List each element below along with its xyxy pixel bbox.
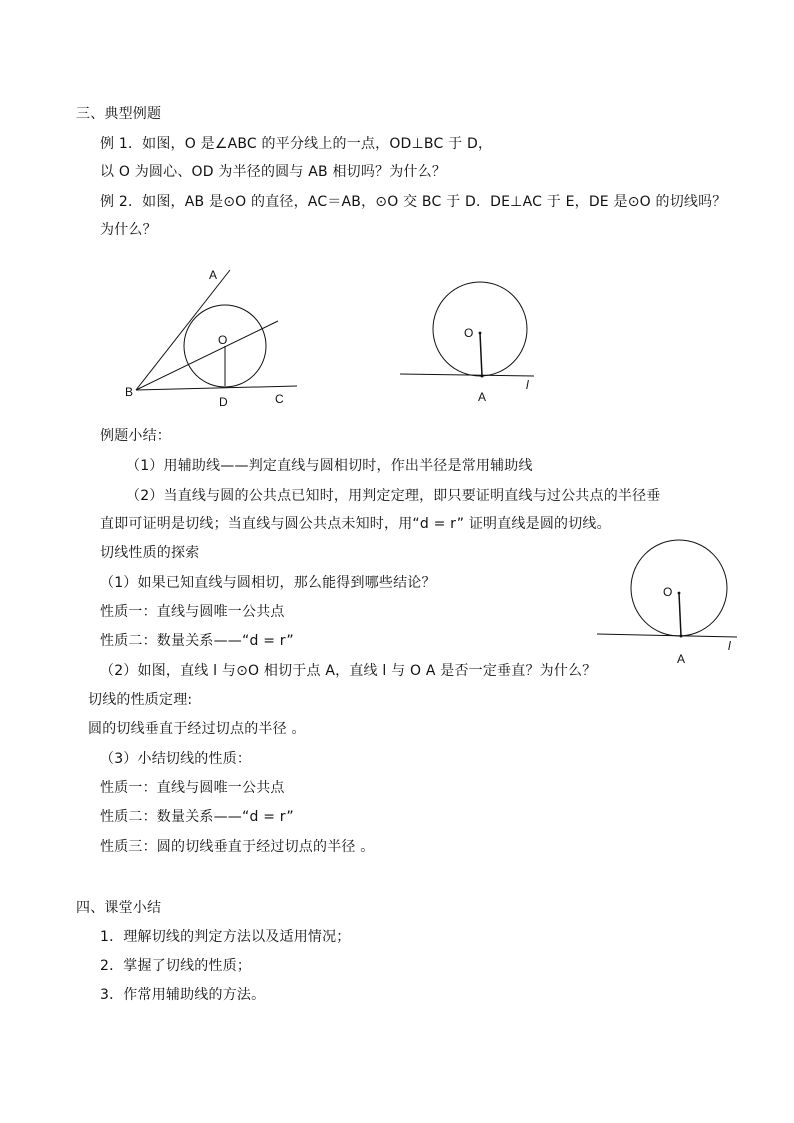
summary-item2-line2: 直即可证明是切线；当直线与圆公共点未知时，用“d = r” 证明直线是圆的切线。 xyxy=(100,516,611,532)
section4-item3: 3．作常用辅助线的方法。 xyxy=(100,987,266,1003)
summary-title: 例题小结： xyxy=(100,428,171,444)
example2-line1: 例 2．如图，AB 是⊙O 的直径，AC＝AB，⊙O 交 BC 于 D．DE⊥AC 于 E，DE 是⊙O 的切线吗？ xyxy=(100,194,727,210)
section3-heading: 三、典型例题 xyxy=(76,106,162,122)
ray-BA xyxy=(136,270,230,390)
example1-line1: 例 1．如图，O 是∠ABC 的平分线上的一点，OD⊥BC 于 D， xyxy=(100,136,493,152)
center-dot xyxy=(479,332,482,335)
label-O: O xyxy=(663,585,673,599)
property-3: 性质三：圆的切线垂直于经过切点的半径 。 xyxy=(100,839,375,855)
figure-tangent-1 xyxy=(398,280,548,410)
point-A-dot xyxy=(680,635,683,638)
example1-line2: 以 O 为圆心、OD 为半径的圆与 AB 相切吗？为什么？ xyxy=(100,164,447,180)
example2-line2: 为什么？ xyxy=(100,222,157,238)
label-O: O xyxy=(464,326,474,340)
figure-angle-bisector xyxy=(120,262,320,412)
radius-OA xyxy=(480,333,482,376)
label-C: C xyxy=(275,392,284,406)
explore-q3: （3）小结切线的性质： xyxy=(100,751,252,767)
theorem-text: 圆的切线垂直于经过切点的半径 。 xyxy=(88,721,306,737)
theorem-title: 切线的性质定理: xyxy=(88,692,193,708)
section4-item1: 1．理解切线的判定方法以及适用情况； xyxy=(100,929,351,945)
section4-heading: 四、课堂小结 xyxy=(76,900,162,916)
figure-tangent-2 xyxy=(595,540,755,670)
property-1: 性质一：直线与圆唯一公共点 xyxy=(100,780,285,796)
section4-item2: 2．掌握了切线的性质； xyxy=(100,958,252,974)
center-dot xyxy=(678,592,681,595)
summary-item2-line1: （2）当直线与圆的公共点已知时，用判定定理，即只要证明直线与过公共点的半径垂 xyxy=(126,488,661,504)
explore-prop2: 性质二：数量关系——“d = r” xyxy=(100,633,294,649)
label-O: O xyxy=(218,333,228,347)
label-l: l xyxy=(526,378,529,392)
explore-prop1: 性质一：直线与圆唯一公共点 xyxy=(100,604,285,620)
point-A-dot xyxy=(481,375,484,378)
radius-OA xyxy=(679,593,681,636)
label-A: A xyxy=(677,652,686,666)
explore-title: 切线性质的探索 xyxy=(100,545,200,561)
property-2: 性质二：数量关系——“d = r” xyxy=(100,809,294,825)
label-l: l xyxy=(728,639,731,653)
label-D: D xyxy=(219,395,228,409)
label-A: A xyxy=(478,390,487,404)
bisector-line xyxy=(136,321,278,390)
label-A: A xyxy=(209,268,218,282)
circle-O xyxy=(631,540,727,636)
explore-q2: （2）如图，直线 l 与⊙O 相切于点 A，直线 l 与 O A 是否一定垂直？为什么？ xyxy=(100,663,597,679)
circle-O xyxy=(433,282,527,376)
label-B: B xyxy=(125,385,134,399)
summary-item1: （1）用辅助线——判定直线与圆相切时，作出半径是常用辅助线 xyxy=(126,458,533,474)
explore-q1: （1）如果已知直线与圆相切，那么能得到哪些结论？ xyxy=(100,575,436,591)
